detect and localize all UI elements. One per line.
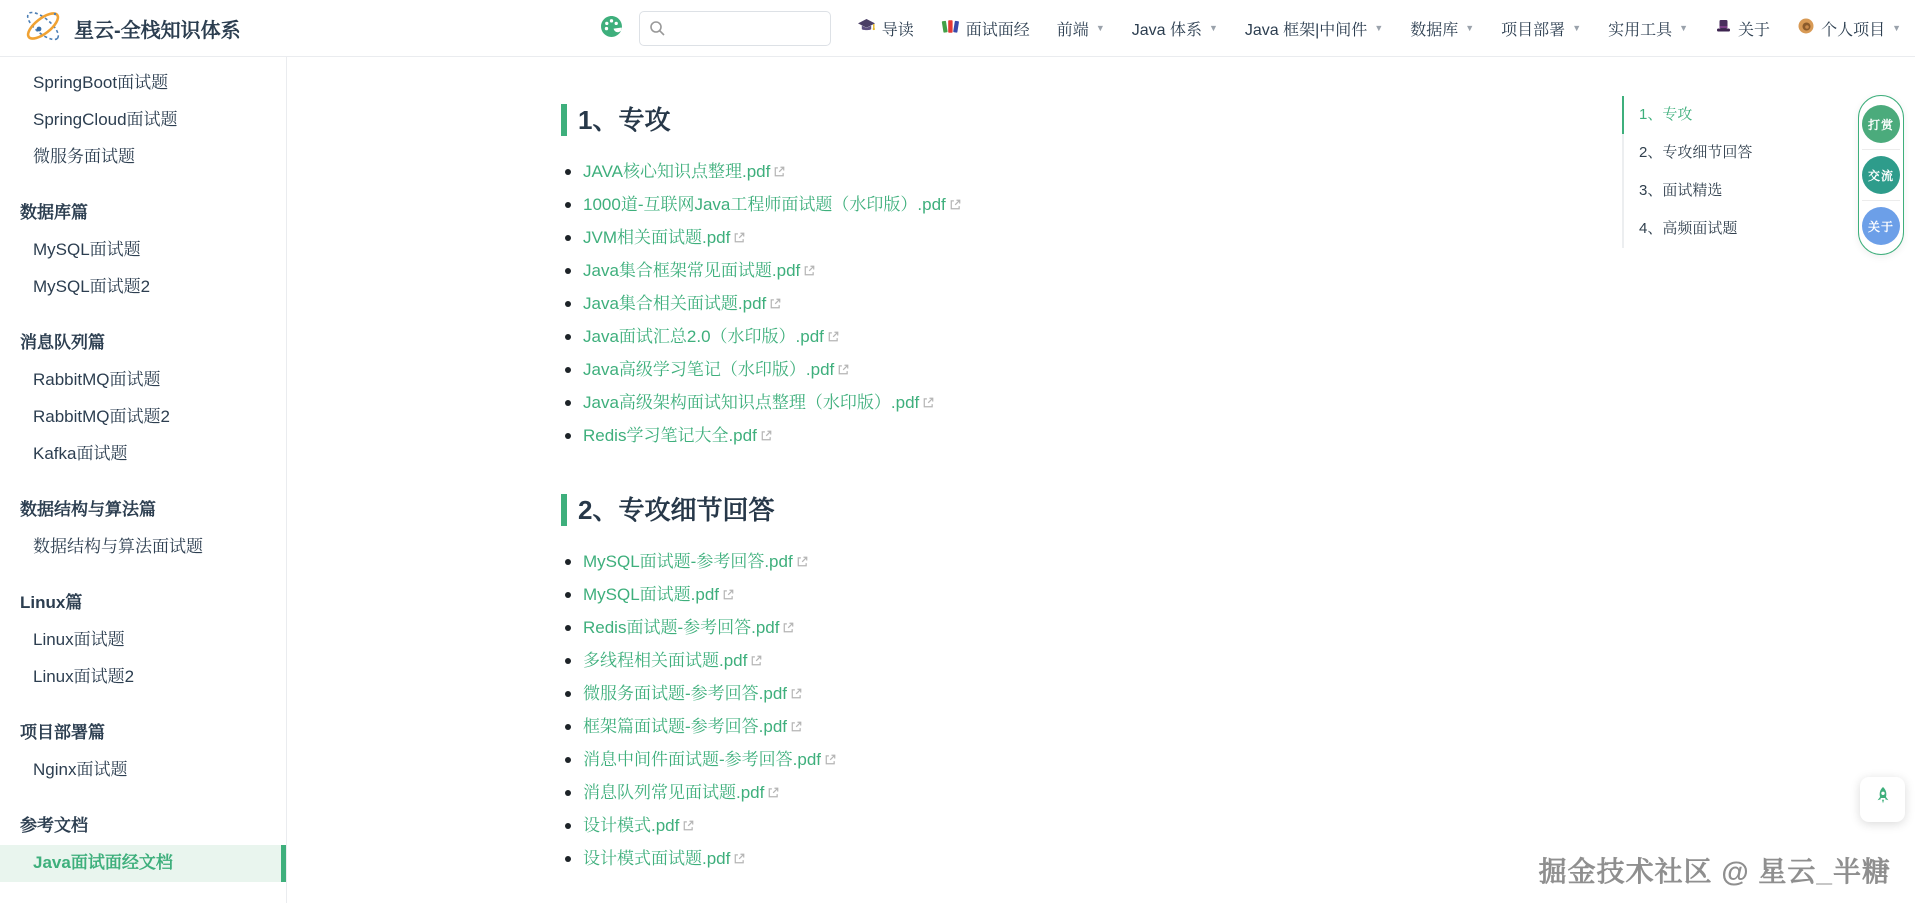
doc-link[interactable]: JAVA核心知识点整理.pdf [583, 162, 786, 181]
external-link-icon [767, 786, 780, 799]
external-link-icon [837, 363, 850, 376]
list-item [563, 393, 1615, 413]
sidebar-item [0, 585, 286, 622]
list-item [563, 849, 1615, 869]
search-icon [649, 20, 666, 37]
reward-button[interactable]: 打赏 [1862, 105, 1900, 143]
sidebar-item[interactable] [0, 752, 286, 789]
sidebar-item-label: Java面试面经文档 [33, 853, 173, 872]
doc-link[interactable]: Java高级架构面试知识点整理（水印版）.pdf [583, 393, 935, 412]
chevron-down-icon: ▼ [1679, 23, 1689, 33]
chevron-down-icon: ▼ [1208, 23, 1218, 33]
sidebar-item [0, 195, 286, 232]
doc-link[interactable]: Java集合相关面试题.pdf [583, 294, 782, 313]
doc-link[interactable]: Java面试汇总2.0（水印版）.pdf [583, 327, 840, 346]
navbar [0, 0, 1915, 57]
external-link-icon [750, 654, 763, 667]
doc-link[interactable]: 多线程相关面试题.pdf [583, 651, 763, 670]
watermark-text: 掘金技术社区 @ 星云_半糖 [1538, 856, 1891, 887]
sidebar-item [0, 325, 286, 362]
sidebar-item[interactable] [0, 65, 286, 102]
section-2 [561, 494, 1615, 869]
doc-link[interactable]: 1000道-互联网Java工程师面试题（水印版）.pdf [583, 195, 962, 214]
sidebar-item-label: Linux面试题2 [33, 667, 135, 686]
external-link-icon [733, 231, 746, 244]
external-link-icon [733, 852, 746, 865]
list-item [563, 750, 1615, 770]
section-1-list [563, 162, 1615, 446]
page-toc [1622, 96, 1837, 248]
sidebar-item-label: SpringCloud面试题 [33, 110, 178, 129]
list-item [563, 327, 1615, 347]
list-item [563, 618, 1615, 638]
doc-link[interactable]: JVM相关面试题.pdf [583, 228, 746, 247]
floating-widget [1858, 95, 1904, 255]
atom-galaxy-icon [22, 5, 64, 52]
list-item [563, 294, 1615, 314]
doc-link[interactable]: 消息队列常见面试题.pdf [583, 783, 780, 802]
doc-link[interactable]: 框架篇面试题-参考回答.pdf [583, 717, 803, 736]
top-hat-icon [1715, 18, 1732, 39]
external-link-icon [827, 330, 840, 343]
external-link-icon [682, 819, 695, 832]
chevron-down-icon: ▼ [1095, 23, 1105, 33]
sidebar-item-label: SpringBoot面试题 [33, 73, 169, 92]
list-item [563, 717, 1615, 737]
external-link-icon [782, 621, 795, 634]
doc-link[interactable]: MySQL面试题-参考回答.pdf [583, 552, 809, 571]
chevron-down-icon: ▼ [1465, 23, 1475, 33]
doc-link[interactable]: 微服务面试题-参考回答.pdf [583, 684, 803, 703]
search-input[interactable] [639, 11, 831, 46]
nav-item-database[interactable]: 数据库 ▼ [1410, 21, 1475, 39]
doc-link[interactable]: MySQL面试题.pdf [583, 585, 735, 604]
nav-item-tools[interactable]: 实用工具 ▼ [1608, 21, 1689, 39]
search-box [639, 11, 831, 46]
doc-link[interactable]: 设计模式面试题.pdf [583, 849, 746, 868]
external-link-icon [790, 720, 803, 733]
toc-item-4[interactable]: 4、高频面试题 [1639, 220, 1738, 237]
toc-item-1[interactable]: 1、专攻 [1622, 96, 1837, 134]
chevron-down-icon: ▼ [1892, 23, 1901, 33]
section-2-list [563, 552, 1615, 869]
sidebar-item[interactable] [0, 232, 286, 269]
nav-item-interview[interactable]: 面试面经 [941, 17, 1030, 40]
sidebar-item[interactable] [0, 399, 286, 436]
nav-item-guide[interactable]: 导读 [857, 17, 914, 40]
sidebar-item-label: Nginx面试题 [33, 760, 128, 779]
snail-icon [1797, 17, 1815, 40]
external-link-icon [796, 555, 809, 568]
sidebar-item[interactable] [0, 269, 286, 306]
sidebar-item-label: 数据结构与算法面试题 [33, 537, 203, 556]
sidebar-item[interactable] [0, 529, 286, 566]
external-link-icon [760, 429, 773, 442]
nav-item-java-system[interactable]: Java 体系 ▼ [1131, 21, 1218, 39]
list-item [563, 228, 1615, 248]
sidebar-item-label: RabbitMQ面试题2 [33, 407, 170, 426]
chat-button[interactable]: 交流 [1862, 156, 1900, 194]
list-item [563, 552, 1615, 572]
sidebar-item-label: MySQL面试题 [33, 240, 141, 259]
nav-menu [775, 0, 1901, 57]
section-1-heading: 1、专攻 [561, 104, 1615, 136]
rocket-icon [1871, 785, 1895, 814]
external-link-icon [803, 264, 816, 277]
sidebar-item[interactable] [0, 622, 286, 659]
external-link-icon [824, 753, 837, 766]
sidebar-item[interactable] [0, 362, 286, 399]
sidebar-item-label: MySQL面试题2 [33, 277, 151, 296]
sidebar-item [0, 715, 286, 752]
list-item [563, 783, 1615, 803]
grad-cap-icon [857, 17, 876, 39]
nav-item-frontend[interactable]: 前端 ▼ [1056, 21, 1105, 39]
sidebar-item[interactable] [0, 436, 286, 473]
sidebar-item-label: Kafka面试题 [33, 444, 128, 463]
list-item [563, 162, 1615, 182]
external-link-icon [922, 396, 935, 409]
section-1 [561, 104, 1615, 446]
sidebar-item-label: 数据库篇 [20, 203, 88, 222]
brand[interactable] [22, 5, 241, 52]
sidebar-item-label: 消息队列篇 [20, 333, 105, 352]
nav-item-deployment[interactable]: 项目部署 ▼ [1501, 21, 1582, 39]
sidebar-item-label: RabbitMQ面试题 [33, 370, 161, 389]
section-2-heading: 2、专攻细节回答 [561, 494, 1615, 526]
sidebar-item[interactable] [0, 102, 286, 139]
doc-link[interactable]: Java高级学习笔记（水印版）.pdf [583, 360, 850, 379]
doc-link[interactable]: 设计模式.pdf [583, 816, 695, 835]
nav-item-personal[interactable]: 个人项目 ▼ [1797, 17, 1901, 40]
about-button[interactable]: 关于 [1862, 207, 1900, 245]
list-item [563, 651, 1615, 671]
sidebar-item[interactable] [0, 139, 286, 176]
list-item [563, 684, 1615, 704]
external-link-icon [790, 687, 803, 700]
sidebar-item [0, 808, 286, 845]
sidebar-item-label: Linux篇 [20, 593, 83, 612]
list-item [563, 195, 1615, 215]
external-link-icon [769, 297, 782, 310]
list-item [563, 816, 1615, 836]
list-item [563, 426, 1615, 446]
list-item [563, 261, 1615, 281]
doc-link[interactable]: Redis学习笔记大全.pdf [583, 426, 773, 445]
doc-link[interactable]: 消息中间件面试题-参考回答.pdf [583, 750, 837, 769]
sidebar-item-label: 参考文档 [20, 816, 88, 835]
external-link-icon [949, 198, 962, 211]
sidebar-item[interactable] [0, 659, 286, 696]
doc-link[interactable]: Redis面试题-参考回答.pdf [583, 618, 795, 637]
doc-link[interactable]: Java集合框架常见面试题.pdf [583, 261, 816, 280]
sidebar-item-label: 项目部署篇 [20, 723, 105, 742]
sidebar-item[interactable] [0, 845, 286, 882]
sidebar-item-label: Linux面试题 [33, 630, 125, 649]
site-title: 星云-全栈知识体系 [74, 19, 241, 42]
sidebar [0, 57, 287, 903]
palette-icon[interactable] [600, 15, 623, 43]
external-link-icon [773, 165, 786, 178]
chevron-down-icon: ▼ [1374, 23, 1384, 33]
toc-item-3[interactable]: 3、面试精选 [1639, 182, 1723, 199]
sidebar-item-label: 微服务面试题 [33, 147, 135, 166]
toc-item-2[interactable]: 2、专攻细节回答 [1639, 144, 1753, 161]
list-item [563, 585, 1615, 605]
list-item [563, 360, 1615, 380]
back-to-top-button[interactable] [1860, 777, 1905, 822]
sidebar-item [0, 492, 286, 529]
external-link-icon [722, 588, 735, 601]
nav-item-java-framework[interactable]: Java 框架|中间件 ▼ [1244, 21, 1384, 39]
nav-item-about[interactable]: 关于 [1715, 17, 1770, 40]
sidebar-item-label: 数据结构与算法篇 [20, 500, 156, 519]
books-icon [941, 17, 960, 40]
chevron-down-icon: ▼ [1572, 23, 1582, 33]
